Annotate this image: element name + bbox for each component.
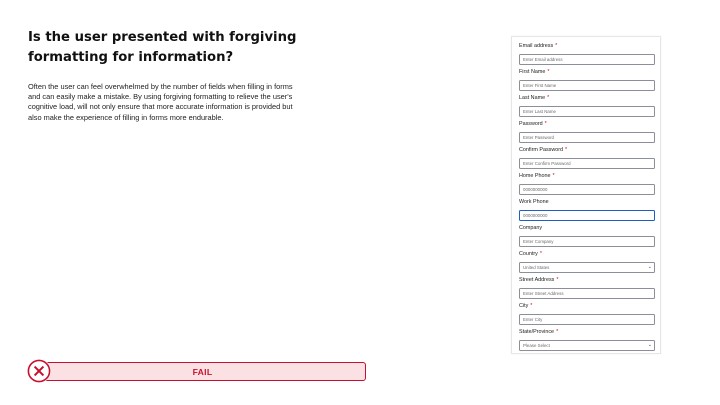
result-box (39, 362, 366, 381)
field-label-country (519, 251, 655, 258)
input-last-name[interactable] (519, 106, 655, 117)
input-home-phone[interactable] (519, 184, 655, 195)
field-placeholder: Please Select (523, 343, 550, 348)
field-placeholder: 0000000000 (523, 213, 548, 218)
field-label-text: State/Province (519, 329, 555, 335)
field-label-text: Password (519, 121, 543, 127)
field-label-text: Street Address (519, 277, 555, 283)
field-label-text: Email address (519, 43, 554, 49)
field-label-confirm-password (519, 147, 655, 154)
field-label-work-phone (519, 199, 655, 206)
result-bar (27, 359, 367, 383)
field-label-text: Last Name (519, 95, 546, 101)
field-confirm-password (519, 147, 655, 169)
input-company[interactable] (519, 236, 655, 247)
input-password[interactable] (519, 132, 655, 143)
field-placeholder: United States (523, 265, 550, 270)
field-label-street-address (519, 277, 655, 284)
required-marker: * (555, 43, 558, 49)
x-circle-icon (27, 359, 51, 383)
field-placeholder: Enter First Name (523, 83, 557, 88)
field-street-address (519, 277, 655, 299)
required-marker: * (556, 277, 559, 283)
required-marker: * (547, 95, 550, 101)
input-first-name[interactable] (519, 80, 655, 91)
field-label-text: Home Phone (519, 173, 551, 179)
field-last-name (519, 95, 655, 117)
registration-form-panel (511, 36, 661, 354)
field-label-company (519, 225, 655, 232)
field-placeholder: Enter Password (523, 135, 554, 140)
field-label-text: Confirm Password (519, 147, 564, 153)
input-city[interactable] (519, 314, 655, 325)
field-work-phone (519, 199, 655, 221)
field-label-state-province (519, 329, 655, 336)
field-label-text: Company (519, 225, 543, 231)
required-marker: * (552, 173, 555, 179)
field-first-name (519, 69, 655, 91)
field-label-text: Country (519, 251, 538, 257)
field-placeholder: Enter City (523, 317, 543, 322)
slide-heading: Is the user presented with forgiving formatting for information? (28, 30, 297, 65)
field-label-text: First Name (519, 69, 546, 75)
field-company (519, 225, 655, 247)
field-placeholder: Enter Confirm Password (523, 161, 571, 166)
field-home-phone (519, 173, 655, 195)
field-placeholder: Enter Email address (523, 57, 563, 62)
field-placeholder: Enter Last Name (523, 109, 556, 114)
field-placeholder: Enter Company (523, 239, 554, 244)
required-marker: * (556, 329, 559, 335)
field-state-province (519, 329, 655, 351)
slide-body-text: Often the user can feel overwhelmed by the number of fields when filling in forms and can easily make a mistake. By using forgiving formatting to relieve the user's cognitive load, will not only ensure that more accurate information is provided but also make the experience of filling in forms more endurable. (28, 82, 293, 122)
required-marker: * (544, 121, 547, 127)
field-country (519, 251, 655, 273)
form-overflow-fade (519, 350, 655, 354)
field-label-first-name (519, 69, 655, 76)
field-label-last-name (519, 95, 655, 102)
field-city (519, 303, 655, 325)
result-label: FAIL (192, 366, 213, 377)
input-work-phone[interactable] (519, 210, 655, 221)
required-marker: * (547, 69, 550, 75)
input-confirm-password[interactable] (519, 158, 655, 169)
field-label-password (519, 121, 655, 128)
field-label-home-phone (519, 173, 655, 180)
field-label-text: City (519, 303, 529, 309)
field-label-city (519, 303, 655, 310)
field-email-address (519, 43, 655, 65)
field-placeholder: 0000000000 (523, 187, 548, 192)
chevron-down-icon[interactable]: ⌄ (647, 264, 652, 270)
field-label-text: Work Phone (519, 199, 549, 205)
input-email-address[interactable] (519, 54, 655, 65)
required-marker: * (539, 251, 542, 257)
field-password (519, 121, 655, 143)
required-marker: * (565, 147, 568, 153)
select-country[interactable] (519, 262, 655, 273)
required-marker: * (530, 303, 533, 309)
input-street-address[interactable] (519, 288, 655, 299)
field-placeholder: Enter Street Address (523, 291, 564, 296)
chevron-down-icon[interactable]: ⌄ (647, 342, 652, 348)
field-label-email-address (519, 43, 655, 50)
